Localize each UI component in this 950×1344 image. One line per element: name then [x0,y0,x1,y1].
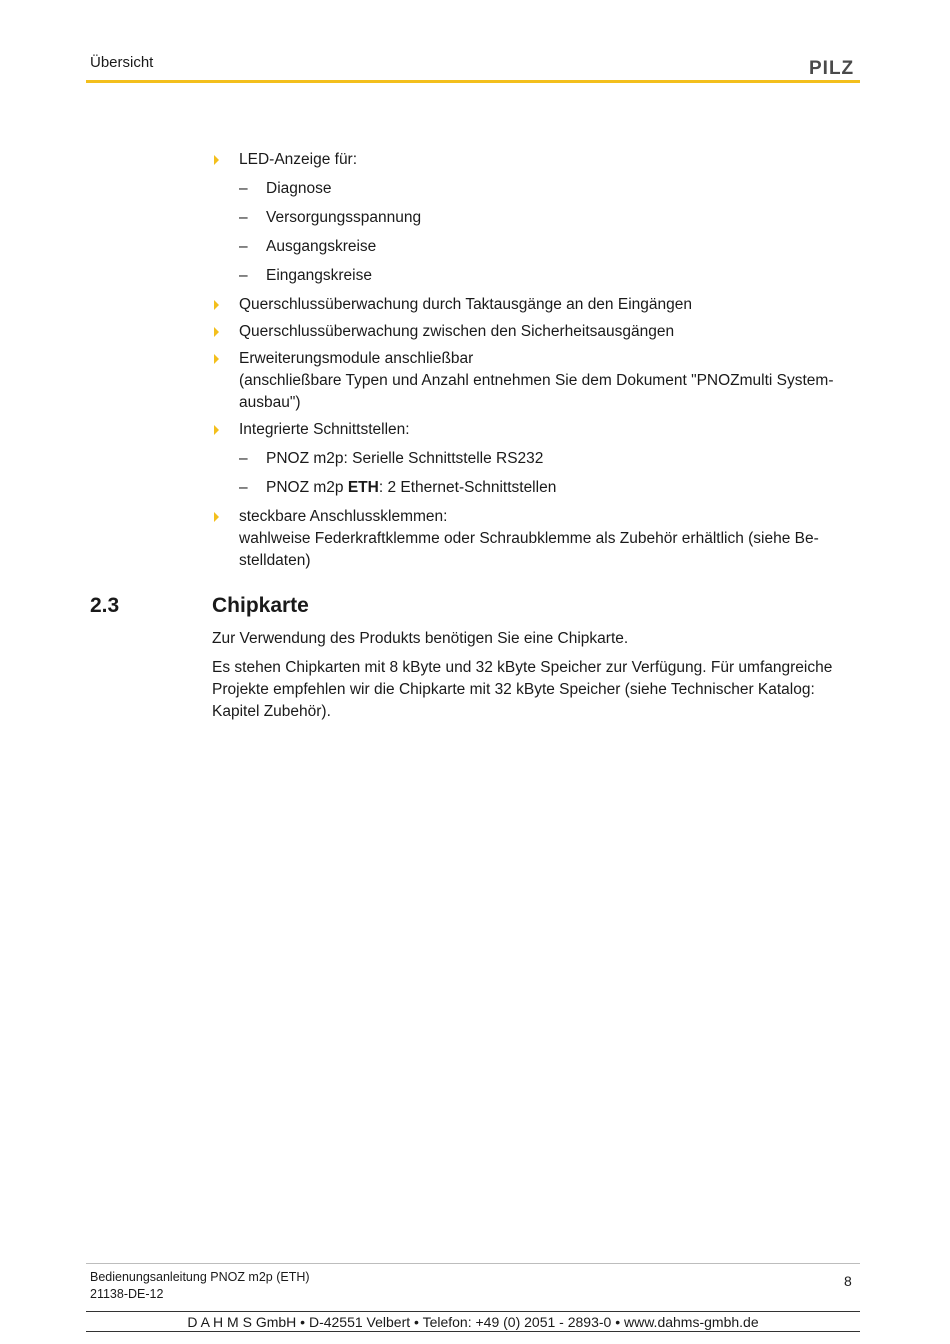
list-item-cross2 [212,321,862,343]
cross2-text: Querschlussüberwachung zwischen den Sicherheitsausgängen [239,323,675,340]
ethernet-bold: ETH [347,479,379,496]
bullet-triangle-icon [214,512,219,522]
sub-item-label: Eingangskreise [266,267,372,284]
modules-line3: ausbau") [239,394,301,411]
sub-item-eingang [212,265,862,287]
terminals-line3: stelldaten) [239,552,311,569]
sub-item-label: Versorgungsspannung [266,209,422,226]
pilz-logo [808,56,860,78]
header-divider [86,80,860,83]
section-number: 2.3 [90,594,120,617]
header-title: Übersicht [90,54,154,71]
bullet-triangle-icon [214,327,219,337]
terminals-line2: wahlweise Federkraftklemme oder Schraubklemme als Zubehör erhältlich (siehe Be- [239,530,819,547]
footer-address-divider [86,1311,860,1312]
footer-address: D A H M S GmbH • D-42551 Velbert • Telefon: +49 (0) 2051 - 2893-0 • www.dahms-gmbh.de [187,1314,759,1330]
ethernet-prefix: PNOZ m2p [266,479,348,496]
section-title: Chipkarte [212,594,309,617]
sub-item-diagnose [212,178,862,200]
list-item-led [212,149,862,171]
dash-icon: – [239,209,248,226]
led-label: LED-Anzeige für: [239,151,358,168]
footer-bottom-divider [86,1331,860,1332]
ethernet-suffix: : 2 Ethernet-Schnittstellen [378,479,557,496]
para2-line2: Projekte empfehlen wir die Chipkarte mit 32 kByte Speicher (siehe Technischer Katalog: [212,681,815,698]
terminals-line1: steckbare Anschlussklemmen: [239,508,448,525]
para2-line1: Es stehen Chipkarten mit 8 kByte und 32 kByte Speicher zur Verfügung. Für umfangreiche [212,659,833,676]
para2-line3: Kapitel Zubehör). [212,703,331,720]
list-item-interfaces [212,419,862,441]
bullet-triangle-icon [214,300,219,310]
sub-item-rs232 [212,448,862,470]
sub-item-ausgang [212,236,862,258]
dash-icon: – [239,180,248,197]
list-item-modules [212,348,862,414]
dash-icon: – [239,479,248,496]
page-number: 8 [844,1273,852,1289]
sub-item-label: Diagnose [266,180,332,197]
footer-divider [86,1263,860,1264]
bullet-triangle-icon [214,425,219,435]
bullet-triangle-icon [214,155,219,165]
modules-line2: (anschließbare Typen und Anzahl entnehmen Sie dem Dokument "PNOZmulti System- [239,372,834,389]
list-item-cross1 [212,294,862,316]
sub-item-label: Ausgangskreise [266,238,377,255]
interfaces-label: Integrierte Schnittstellen: [239,421,410,438]
pilz-logo-text: PILZ [809,58,855,78]
sub-item-versorgung [212,207,862,229]
footer-doc-title: Bedienungsanleitung PNOZ m2p (ETH) [90,1270,310,1284]
dash-icon: – [239,450,248,467]
bullet-triangle-icon [214,354,219,364]
dash-icon: – [239,267,248,284]
feature-list [212,149,862,577]
section-body [212,628,862,730]
footer-doc-info [90,1269,310,1303]
section-paragraph-1: Zur Verwendung des Produkts benötigen Sie eine Chipkarte. [212,630,629,647]
list-item-terminals [212,506,862,572]
footer-doc-number: 21138-DE-12 [90,1287,164,1301]
modules-line1: Erweiterungsmodule anschließbar [239,350,474,367]
dash-icon: – [239,238,248,255]
sub-item-ethernet [212,477,862,499]
section-paragraph-2 [212,657,862,723]
cross1-text: Querschlussüberwachung durch Taktausgänge an den Eingängen [239,296,692,313]
sub-item-label: PNOZ m2p: Serielle Schnittstelle RS232 [266,450,544,467]
